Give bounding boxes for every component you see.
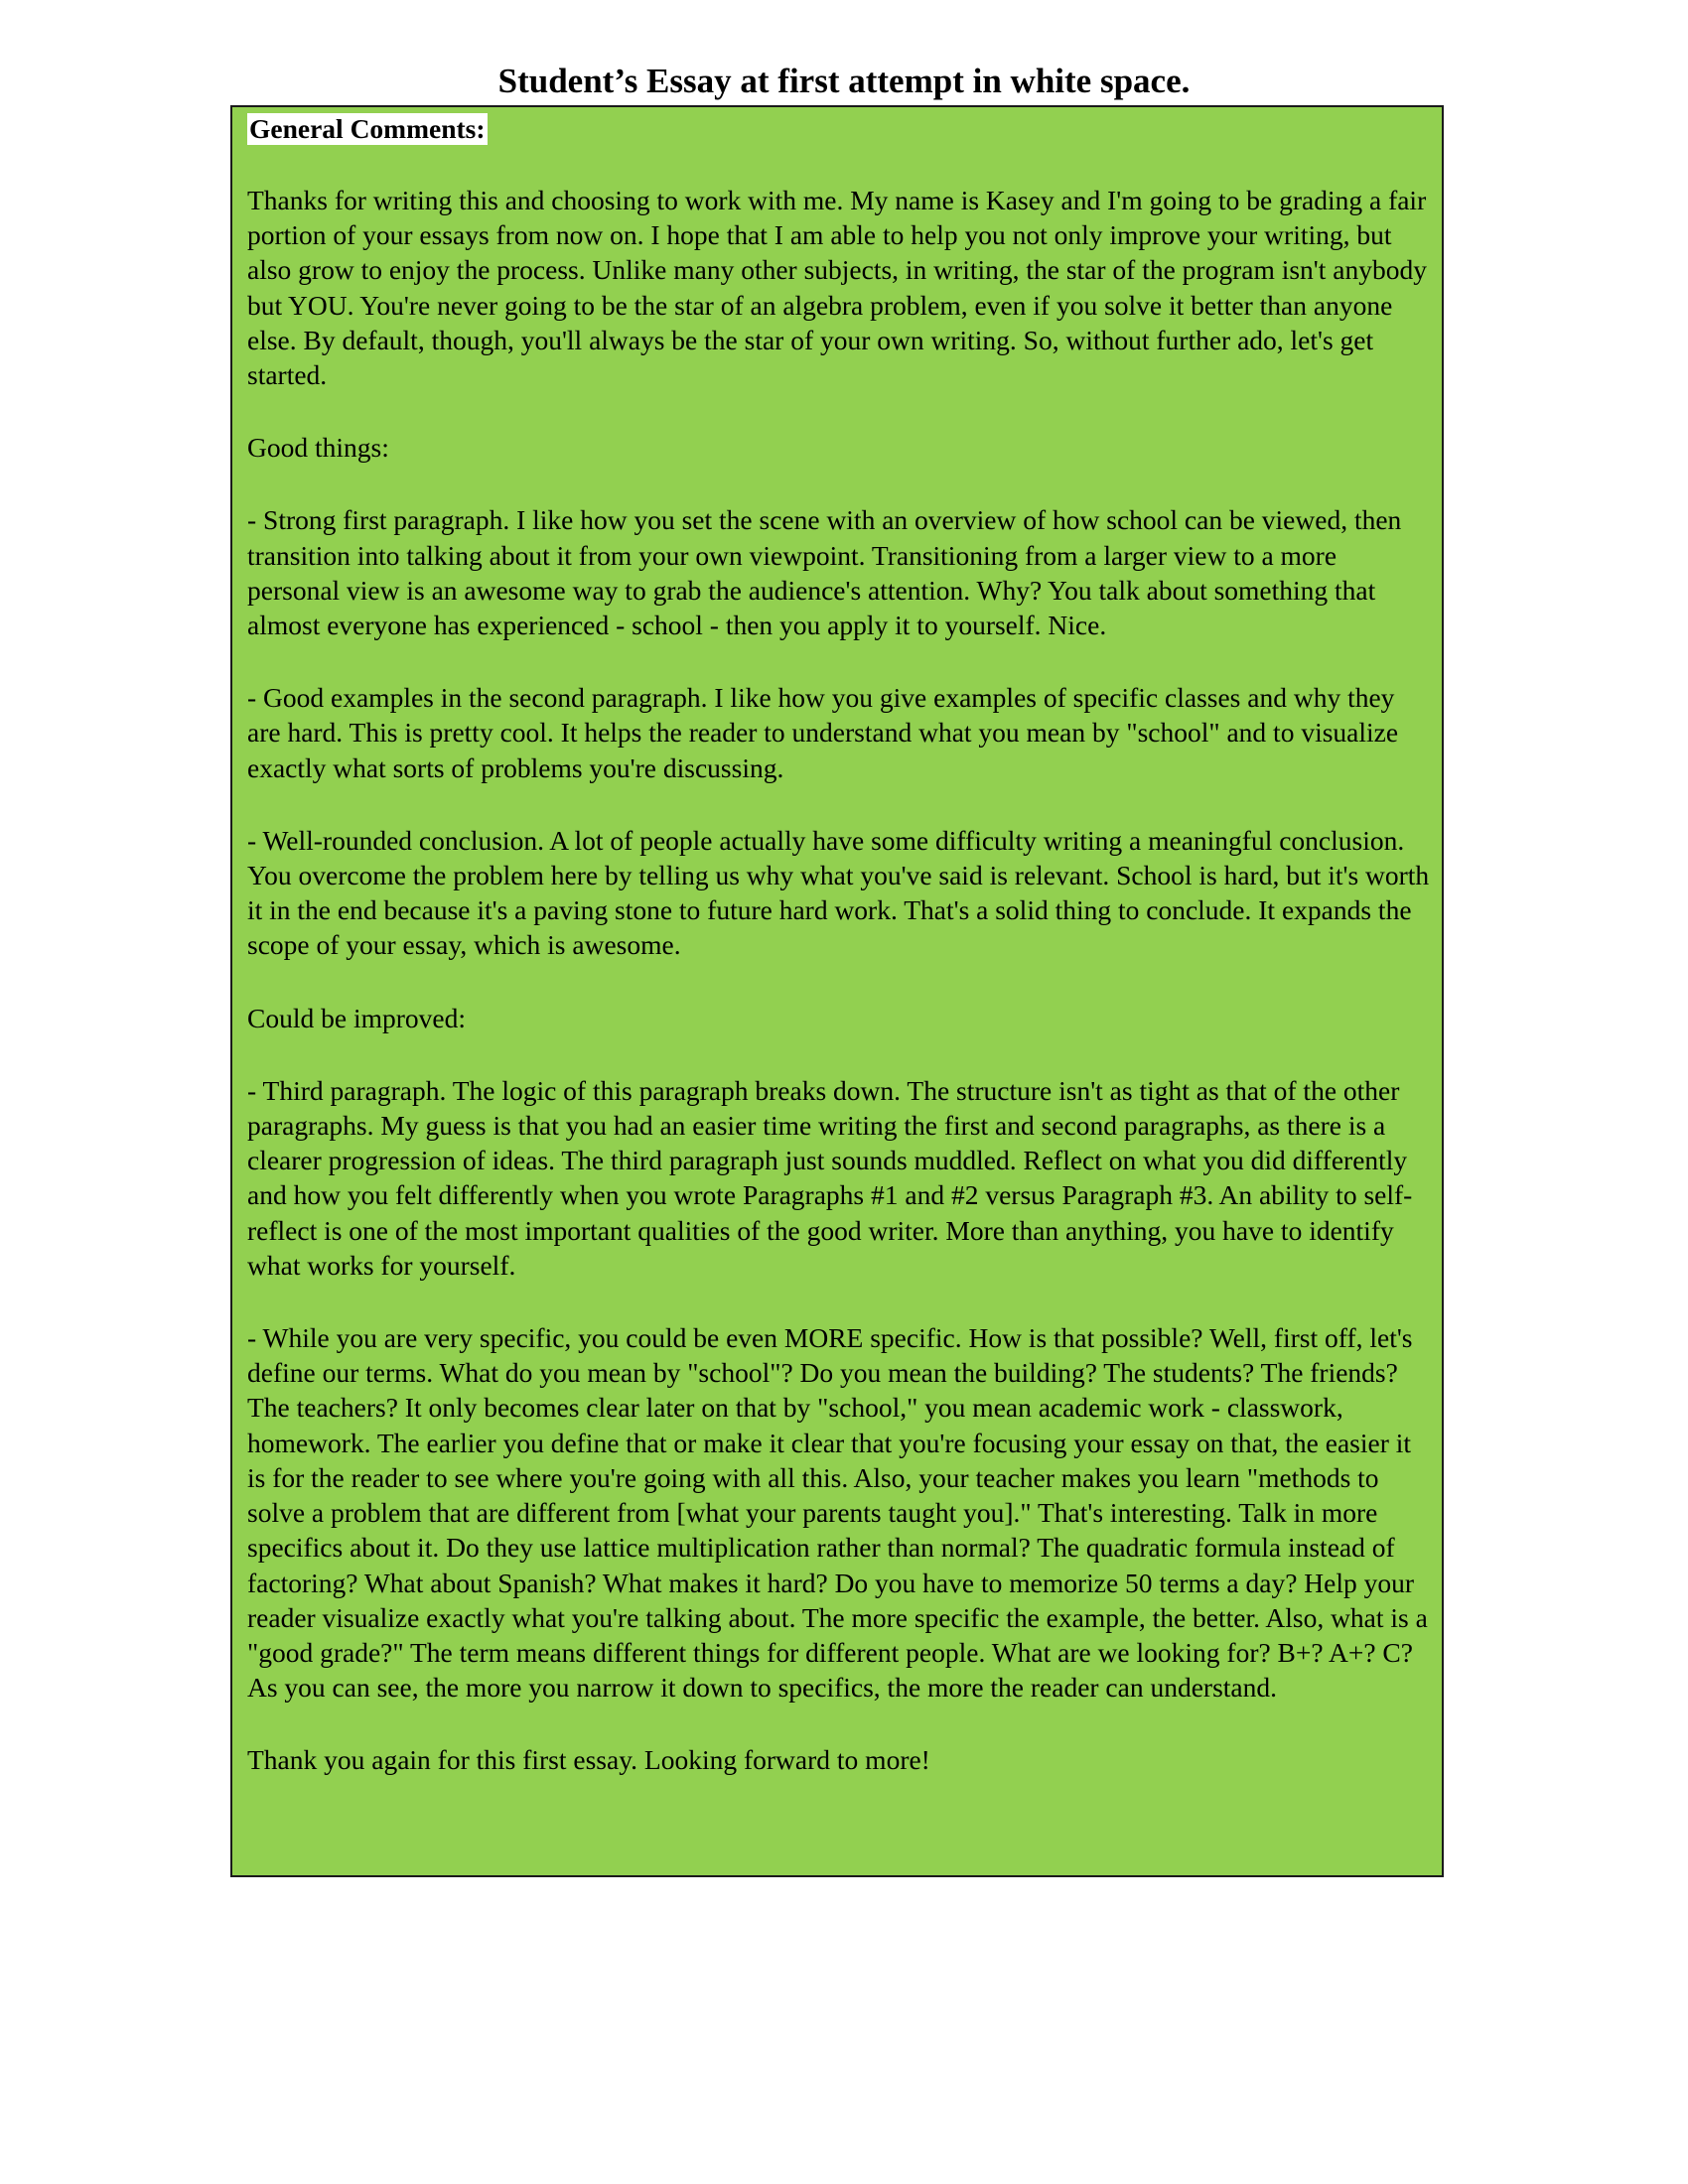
good-things-heading: Good things: [247, 432, 389, 464]
good-item-3: - Well-rounded conclusion. A lot of people actually have some difficulty writing a meaningful conclusion. You overcome the problem here by telling us why what you've said is relevant. School is hard, but it's worth it in the end because it's a paving stone to future hard work. That's a solid thing to conclude. It expands the scope of your essay, which is awesome. [247, 824, 1430, 961]
improve-item-2: - While you are very specific, you could be even MORE specific. How is that possible? Well, first off, let's define our terms. What do you mean by "school"? Do you mean the building? The students? The friends? The teachers? It only becomes clear later on that by "school," you mean academic work - classwork, homework. The earlier you define that or make it clear that you're focusing your essay on that, the easier it is for the reader to see where you're going with all this. Also, your teacher makes you learn "methods to solve a problem that are different from [what your parents taught you]." That's interesting. Talk in more specifics about it. Do they use lattice multiplication rather than normal? The quadratic formula instead of factoring? What about Spanish? What makes it hard? Do you have to memorize 50 terms a day? Help your reader visualize exactly what you're talking about. The more specific the example, the better. Also, what is a "good grade?" The term means different things for different people. What are we looking for? B+? A+? C? As you can see, the more you narrow it down to specifics, the more the reader can understand. [247, 1322, 1428, 1704]
comments-heading: General Comments: [249, 113, 486, 144]
intro-paragraph: Thanks for writing this and choosing to work with me. My name is Kasey and I'm going to be grading a fair portion of your essays from now on. I hope that I am able to help you not only improve your writing, but also grow to enjoy the process. Unlike many other subjects, in writing, the star of the program isn't anybody but YOU. You're never going to be the star of an algebra problem, even if you solve it better than anyone else. By default, though, you'll always be the star of your own writing. So, without further ado, let's get started. [247, 185, 1427, 391]
could-be-improved-heading: Could be improved: [247, 1002, 466, 1033]
good-item-1: - Strong first paragraph. I like how you set the scene with an overview of how school can be viewed, then transition into talking about it from your own viewpoint. Transitioning from a larger view to a more personal view is an awesome way to grab the audience's attention. Why? You talk about something that almost everyone has experienced - school - then you apply it to yourself. Nice. [247, 504, 1402, 641]
improve-item-1: - Third paragraph. The logic of this paragraph breaks down. The structure isn't as tight as that of the other paragraphs. My guess is that you had an easier time writing the first and second paragraphs, as there is a clearer progression of ideas. The third paragraph just sounds muddled. Reflect on what you did differently and how you felt differently when you wrote Paragraphs #1 and #2 versus Paragraph #3. An ability to self-reflect is one of the most important qualities of the good writer. More than anything, you have to identify what works for yourself. [247, 1074, 1413, 1281]
good-item-2: - Good examples in the second paragraph. I like how you give examples of specific classes and why they are hard. This is pretty cool. It helps the reader to understand what you mean by "school" and to visualize exactly what sorts of problems you're discussing. [247, 682, 1399, 783]
comments-box [230, 105, 1444, 1877]
closing-paragraph: Thank you again for this first essay. Looking forward to more! [247, 1744, 930, 1776]
page-title: Student’s Essay at first attempt in white space. [497, 62, 1191, 100]
